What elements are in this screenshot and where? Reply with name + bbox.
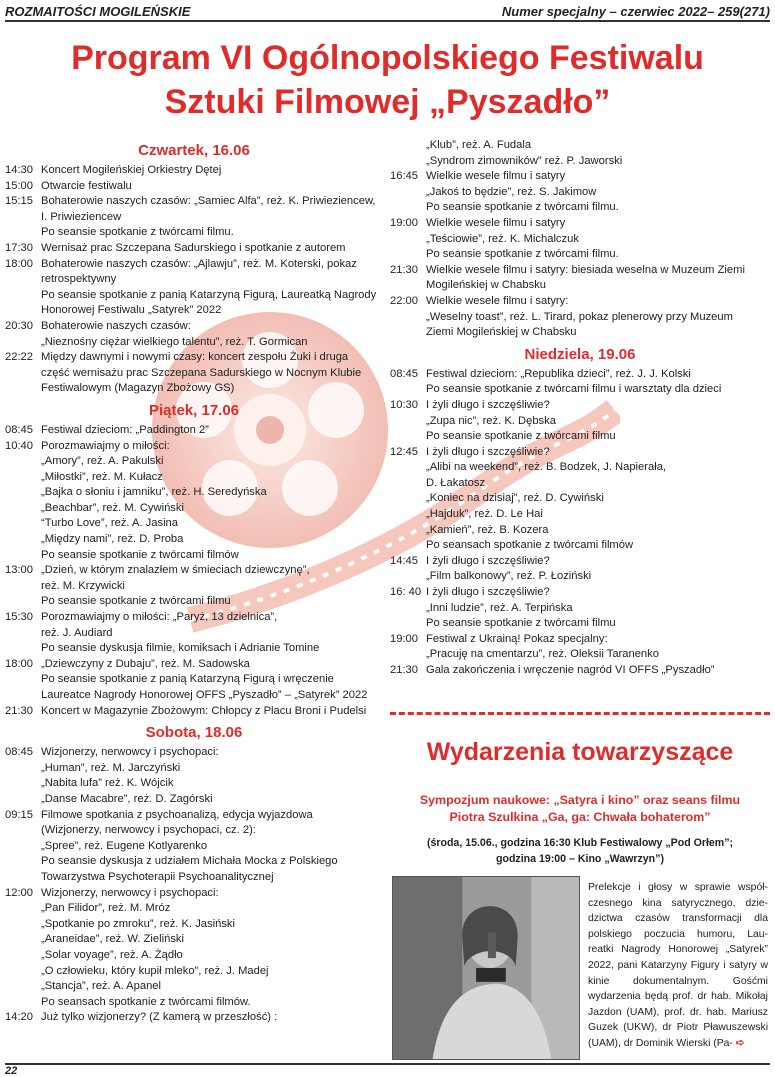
event-time: 18:00: [5, 657, 33, 670]
event-line: „Teściowie”, reż. K. Michalczuk: [426, 232, 579, 245]
event-line: „Weselny toast”, reż. L. Tirard, pokaz plenerowy przy Muzeum: [426, 310, 733, 323]
event-line: Honorowej Festiwalu „Satyrek” 2022: [41, 304, 222, 317]
event-line: Porozmawiajmy o miłości:: [41, 439, 170, 452]
event-time: 10:40: [5, 439, 33, 452]
event-time: 21:30: [5, 704, 33, 717]
event-row: [5, 163, 383, 179]
event-line: „Beachbar”, reż. M. Cywiński: [41, 501, 184, 514]
event-line: Wielkie wesele filmu i satyry: [426, 216, 566, 229]
event-row: [390, 663, 770, 679]
event-line: „Nabita lufa” reż. K. Wójcik: [41, 777, 174, 790]
event-time: 16: 40: [390, 586, 422, 599]
event-description: [41, 257, 383, 319]
page-footer-rule: [5, 1063, 770, 1065]
event-description: [426, 294, 770, 341]
event-line: „Pan Filidor”, reż. M. Mróz: [41, 902, 171, 915]
title-line-1: Program VI Ogólnopolskiego Festiwalu: [71, 39, 704, 77]
thursday-events: [5, 163, 383, 397]
saturday-events: [5, 745, 383, 1026]
event-line: Gala zakończenia i wręczenie nagród VI OFFS „Pyszadło”: [426, 664, 715, 676]
event-line: reż. M. Krzywicki: [41, 579, 125, 592]
event-row: [5, 704, 383, 720]
page-header: [5, 0, 770, 22]
article-line: reatki Nagrody Honorowej „Satyrek”: [588, 944, 768, 956]
event-line: Bohaterowie naszych czasów:: [41, 319, 191, 332]
event-line: „O człowieku, który kupił mleko”, reż. J. Madej: [41, 964, 269, 977]
event-line: „Inni ludzie”, reż. A. Terpińska: [426, 601, 573, 614]
friday-events: [5, 423, 383, 719]
day-heading-thursday: Czwartek, 16.06: [138, 142, 250, 159]
symposium-line-2: Piotra Szulkina „Ga, ga: Chwała bohaterom”: [449, 810, 711, 824]
event-row: [390, 263, 770, 294]
section-divider: [390, 712, 770, 715]
event-row: [390, 367, 770, 398]
event-line: Po seansach spotkanie z twórcami filmów: [426, 539, 634, 552]
event-line: Po seansie dyskusja filmie, komiksach i Adrianie Tomine: [41, 642, 320, 655]
event-time: 15:30: [5, 611, 33, 624]
event-line: „Solar voyage”, reż. A. Żądło: [41, 948, 183, 961]
day-heading-friday: Piątek, 17.06: [148, 401, 240, 419]
event-line: Bohaterowie naszych czasów: „Samiec Alfa”, reż. K. Priwieziencew,: [41, 195, 376, 208]
event-time: 08:45: [5, 423, 33, 436]
events-section-title: Wydarzenia towarzyszące: [426, 738, 734, 766]
event-line: Laureatce Nagrody Honorowej OFFS „Pyszadło” – „Satyrek” 2022: [41, 689, 368, 701]
event-time: 22:00: [390, 294, 418, 307]
event-time: 22:22: [5, 351, 33, 364]
event-line: Po seansie spotkanie z panią Katarzyną Figurą i wręczenie: [41, 673, 334, 686]
event-line: „Syndrom zimowników” reż. P. Jaworski: [426, 154, 623, 167]
event-time: 12:00: [5, 886, 33, 899]
event-description: [426, 398, 770, 445]
article-line: czesnego kina satyrycznego, dzie-: [588, 897, 768, 909]
event-line: „Nieznośny ciężar wielkiego talentu”, reż. T. Gormican: [41, 335, 308, 348]
event-row: [390, 169, 770, 216]
event-description: [426, 445, 770, 554]
event-line: retrospektywny: [41, 273, 117, 286]
event-line: Filmowe spotkania z psychoanalizą, edycja wyjazdowa: [41, 808, 313, 821]
event-description: [41, 241, 383, 257]
event-line: Porozmawiajmy o miłości: „Paryż, 13 dzielnica”,: [41, 611, 278, 624]
page-title: [0, 36, 775, 124]
article-line: Jazdon (UAM), prof. dr. hab. Mariusz: [588, 1006, 768, 1018]
event-line: „Koniec na dzisiaj”, reż. D. Cywiński: [426, 492, 604, 505]
event-description: [41, 808, 383, 886]
page-number: 22: [5, 1065, 18, 1077]
event-line: Po seansie spotkanie z twórcami filmu: [426, 430, 616, 443]
event-line: I żyli długo i szczęśliwie?: [426, 586, 550, 599]
event-time: 09:15: [5, 808, 33, 821]
event-line: I żyli długo i szczęśliwie?: [426, 445, 550, 458]
event-row: [390, 585, 770, 632]
event-description: [426, 169, 770, 216]
event-description: [426, 367, 770, 398]
symposium-date: [390, 835, 770, 867]
article-line: Prelekcje i głosy w sprawie współ-: [588, 882, 768, 893]
event-line: Po seansie spotkanie z twórcami filmu: [41, 595, 231, 608]
event-time: 17:30: [5, 241, 33, 254]
event-description: [41, 439, 383, 564]
event-row: [5, 241, 383, 257]
event-line: Po seansie spotkanie z twórcami filmu.: [41, 226, 234, 239]
event-description: [41, 886, 383, 1011]
event-line: Bohaterowie naszych czasów: „Ajlawju”, reż. M. Koterski, pokaz: [41, 257, 357, 270]
event-description: [41, 163, 383, 179]
article-line: Guzek (UKW), dr Piotr Pławuszewski: [588, 1022, 768, 1034]
event-time: 14:20: [5, 1011, 33, 1024]
event-row: [390, 138, 770, 169]
event-description: [41, 1010, 383, 1026]
event-line: Wielkie wesele filmu i satyry:: [426, 294, 569, 307]
event-line: Otwarcie festiwalu: [41, 179, 132, 192]
event-time: 08:45: [5, 746, 33, 759]
issue-info: Numer specjalny – czerwiec 2022– 259(271): [501, 4, 770, 19]
event-description: [426, 263, 770, 294]
event-line: Po seansie spotkanie z twórcami filmu i warsztaty dla dzieci: [426, 383, 722, 396]
event-line: Festiwalowym (Magazyn Zbożowy GS): [41, 382, 235, 395]
event-line: „Zupa nic”, reż. K. Dębska: [426, 414, 556, 427]
event-line: „Film balkonowy”, reż. P. Łoziński: [426, 570, 592, 583]
event-row: [390, 554, 770, 585]
event-row: [5, 563, 383, 610]
event-row: [5, 194, 383, 241]
event-time: 20:30: [5, 319, 33, 332]
day-heading-saturday: Sobota, 18.06: [145, 724, 243, 742]
event-line: „Miłostki”, reż. M. Kułacz: [41, 470, 163, 483]
event-time: 13:00: [5, 564, 33, 577]
event-description: [426, 554, 770, 585]
event-row: [390, 445, 770, 554]
event-row: [390, 632, 770, 663]
event-line: „Klub”, reż. A. Fudala: [426, 139, 532, 151]
event-line: (Wizjonerzy, nerwowcy i psychopaci, cz. 2):: [41, 824, 256, 837]
event-line: część wernisażu prac Szczepana Sadurskiego w Nocnym Klubie: [41, 366, 362, 379]
date-line-2: godzina 19:00 – Kino „Wawrzyn”): [496, 853, 664, 865]
event-line: Po seansie spotkanie z twórcami filmu.: [426, 248, 619, 261]
article-line: polskiego poczucia humoru, Lau-: [588, 928, 768, 940]
event-line: Po seansach spotkanie z twórcami filmów.: [41, 995, 251, 1008]
event-time: 10:30: [390, 398, 418, 411]
event-description: [41, 179, 383, 195]
event-line: Wielkie wesele filmu i satyry: [426, 170, 566, 183]
article-text: [588, 880, 768, 1052]
magazine-name: ROZMAITOŚCI MOGILEŃSKIE: [5, 4, 191, 19]
event-line: „Danse Macabre”, reż. D. Zagórski: [41, 792, 213, 805]
left-column: [5, 140, 383, 1026]
event-line: Ziemi Mogileńskiej w Chabsku: [426, 326, 577, 339]
event-line: Festiwal dzieciom: „Republika dzieci”, reż. J. J. Kolski: [426, 367, 691, 380]
event-line: Po seansie spotkanie z twórcami filmu: [426, 617, 616, 630]
event-line: „Amory”, reż. A. Pakulski: [41, 455, 164, 468]
event-line: Koncert Mogileńskiej Orkiestry Dętej: [41, 164, 222, 176]
event-row: [5, 257, 383, 319]
event-row: [5, 886, 383, 1011]
sunday-events: [390, 367, 770, 679]
continue-arrow-icon: ➪: [735, 1037, 745, 1049]
event-description: [426, 632, 770, 663]
event-line: I. Priwieziencew: [41, 210, 122, 223]
event-line: Wizjonerzy, nerwowcy i psychopaci:: [41, 746, 219, 759]
article-line: wydarzenia będą prof. dr hab. Mikołaj: [588, 991, 768, 1003]
event-line: Po seansie spotkanie z panią Katarzyną Figurą, Laureatką Nagrody: [41, 288, 377, 301]
event-time: 21:30: [390, 263, 418, 276]
event-description: [41, 704, 383, 720]
article-line: 2022, pani Katarzyny Figury i satyry: [588, 959, 761, 971]
event-row: [5, 319, 383, 350]
event-line: D. Łakatosz: [426, 476, 486, 489]
event-description: [41, 350, 383, 397]
event-line: „Araneidae”, reż. W. Zieliński: [41, 933, 184, 946]
event-row: [5, 610, 383, 657]
event-line: Towarzystwa Psychoterapii Psychoanalitycznej: [41, 870, 274, 883]
event-line: Mogileńskiej w Chabsku: [426, 279, 547, 292]
event-row: [5, 439, 383, 564]
event-line: Koncert w Magazynie Zbożowym: Chłopcy z Placu Broni i Pudelsi: [41, 704, 367, 717]
event-line: Festiwal dzieciom: „Paddington 2”: [41, 423, 209, 436]
day-heading-sunday: Niedziela, 19.06: [524, 345, 636, 363]
right-column: [390, 138, 770, 679]
event-row: [5, 423, 383, 439]
event-description: [41, 745, 383, 807]
saturday-continued: [426, 138, 770, 169]
event-description: [41, 423, 383, 439]
event-line: Między dawnymi i nowymi czasy: koncert zespołu Żuki i druga: [41, 351, 349, 364]
event-time: 18:00: [5, 257, 33, 270]
event-time: 08:45: [390, 367, 418, 380]
event-line: Już tylko wizjonerzy? (Z kamerą w przeszłość) :: [41, 1011, 278, 1024]
title-line-2: Sztuki Filmowej „Pyszadło”: [164, 83, 611, 121]
event-description: [41, 563, 383, 610]
event-line: Festiwal z Ukrainą! Pokaz specjalny:: [426, 632, 608, 645]
event-line: Wielkie wesele filmu i satyry: biesiada weselna w Muzeum Ziemi: [426, 263, 745, 276]
event-line: „Spotkanie po zmroku”, reż. K. Jasiński: [41, 917, 235, 930]
event-line: „Jakoś to będzie”, reż. S. Jakimow: [426, 185, 597, 198]
event-row: [5, 1010, 383, 1026]
event-line: reż. J. Audiard: [41, 626, 113, 639]
event-line: „Alibi na weekend”, reż. B. Bodzek, J. Napierała,: [426, 461, 667, 474]
event-row: [390, 294, 770, 341]
event-line: I żyli długo i szczęśliwie?: [426, 398, 550, 411]
event-description: [426, 216, 770, 263]
event-line: „Kamień”, reż. B. Kozera: [426, 523, 549, 536]
event-description: [41, 610, 383, 657]
event-row: [5, 808, 383, 886]
event-time: 21:30: [390, 664, 418, 676]
event-line: Po seansie dyskusja z udziałem Michała Mocka z Polskiego: [41, 855, 338, 868]
event-time: 12:45: [390, 445, 418, 458]
event-line: I żyli długo i szczęśliwie?: [426, 554, 550, 567]
event-line: Po seansie spotkanie z twórcami filmu.: [426, 201, 619, 214]
event-line: „Hajduk”, reż. D. Le Hai: [426, 508, 543, 521]
event-line: „Dziewczyny z Dubaju”, reż. M. Sadowska: [41, 657, 250, 670]
event-line: „Między nami”, reż. D. Proba: [41, 533, 184, 546]
event-line: „Human”, reż. M. Jarczyński: [41, 761, 181, 774]
saturday-continued-events: [390, 169, 770, 341]
event-time: 19:00: [390, 632, 418, 645]
event-row: [5, 745, 383, 807]
film-still-photo: [392, 876, 580, 1060]
event-line: „Dzień, w którym znalazłem w śmieciach dziewczynę”,: [41, 564, 310, 577]
event-description: [41, 657, 383, 704]
event-line: Po seansie spotkanie z twórcami filmów: [41, 548, 239, 561]
symposium-line-1: Sympozjum naukowe: „Satyra i kino” oraz seans filmu: [419, 793, 741, 807]
event-time: 16:45: [390, 170, 418, 183]
event-time: 15:15: [5, 195, 33, 208]
event-line: „Pracuję na cmentarzu”, reż. Oleksii Taranenko: [426, 648, 659, 661]
event-description: [41, 194, 383, 241]
symposium-title: [390, 792, 770, 826]
event-line: „Spree”, reż. Eugene Kotlyarenko: [41, 839, 208, 852]
event-line: Wernisaż prac Szczepana Sadurskiego i spotkanie z autorem: [41, 241, 346, 254]
event-line: “Turbo Love”, reż. A. Jasina: [41, 517, 179, 530]
event-description: [41, 319, 383, 350]
event-row: [390, 398, 770, 445]
date-line-1: (środa, 15.06., godzina 16:30 Klub Festiwalowy „Pod Orłem”;: [426, 837, 734, 849]
event-time: 15:00: [5, 179, 33, 192]
event-time: 14:30: [5, 164, 33, 176]
article-line: dzictwa czasów transformacji dla: [588, 913, 768, 925]
event-row: [390, 216, 770, 263]
event-row: [5, 350, 383, 397]
event-line: „Stancja”, reż. A. Apanel: [41, 980, 162, 993]
event-row: [5, 657, 383, 704]
event-line: „Bajka o słoniu i jamniku”, reż. H. Seredyńska: [41, 486, 267, 499]
article-line: w kinie dokumentalnym. Gośćmi: [588, 959, 768, 987]
event-description: [426, 585, 770, 632]
event-row: [5, 179, 383, 195]
event-time: 19:00: [390, 216, 418, 229]
event-time: 14:45: [390, 554, 418, 567]
article-line: (UAM), dr Dominik Wierski (Pa-: [588, 1037, 736, 1049]
event-description: [426, 663, 770, 679]
event-line: Wizjonerzy, nerwowcy i psychopaci:: [41, 886, 219, 899]
